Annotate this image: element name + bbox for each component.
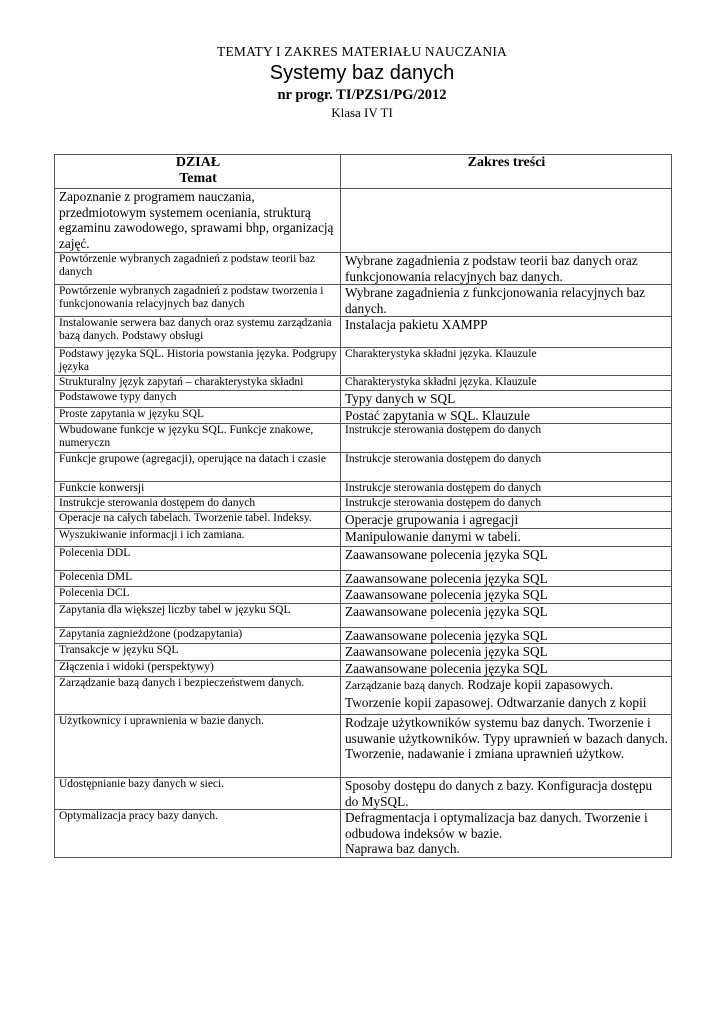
topic-cell: Powtórzenie wybranych zagadnień z podstaw tworzenia i funkcjonowania relacyjnych baz danych	[55, 285, 341, 317]
table-row	[55, 660, 672, 677]
column-header-topic	[55, 155, 341, 189]
topic-cell: Zapoznanie z programem nauczania, przedmiotowym systemem oceniania, strukturą egzaminu zawodowego, sprawami bhp, organizacją zajęć.	[55, 189, 341, 253]
table-row	[55, 424, 672, 453]
class-label: Klasa IV TI	[331, 105, 393, 120]
topic-cell: Zapytania dla większej liczby tabel w języku SQL	[55, 603, 341, 627]
topic-cell: Powtórzenie wybranych zagadnień z podstaw teorii baz danych	[55, 253, 341, 285]
table-row	[55, 453, 672, 482]
topic-cell: Polecenia DDL	[55, 546, 341, 570]
topic-cell: Użytkownicy i uprawnienia w bazie danych.	[55, 715, 341, 778]
table-row	[55, 348, 672, 376]
topic-cell: Zapytania zagnieżdżone (podzapytania)	[55, 627, 341, 644]
scope-cell: Instrukcje sterowania dostępem do danych	[341, 497, 672, 512]
topic-cell: Złączenia i widoki (perspektywy)	[55, 660, 341, 677]
table-row	[55, 528, 672, 546]
table-row	[55, 644, 672, 661]
table-row	[55, 285, 672, 317]
table-row	[55, 317, 672, 348]
scope-cell-text: Defragmentacja i optymalizacja baz danych. Tworzenie i odbudowa indeksów w bazie.	[345, 810, 648, 841]
program-number: nr progr. TI/PZS1/PG/2012	[277, 87, 447, 103]
table-row	[55, 810, 672, 858]
scope-cell: Charakterystyka składni języka. Klauzule	[341, 376, 672, 391]
scope-cell: Wybrane zagadnienia z funkcjonowania relacyjnych baz danych.	[341, 285, 672, 317]
syllabus-table	[54, 154, 672, 858]
topic-cell: Instrukcje sterowania dostępem do danych	[55, 497, 341, 512]
table-row	[55, 603, 672, 627]
table-row	[55, 778, 672, 810]
scope-cell: Zaawansowane polecenia języka SQL	[341, 546, 672, 570]
scope-cell: Zaawansowane polecenia języka SQL	[341, 660, 672, 677]
topic-cell: Zarządzanie bazą danych i bezpieczeństwem danych.	[55, 677, 341, 715]
topic-cell: Polecenia DCL	[55, 587, 341, 604]
table-row	[55, 391, 672, 408]
table-row	[55, 407, 672, 424]
doc-heading: TEMATY I ZAKRES MATERIAŁU NAUCZANIA	[217, 44, 507, 59]
table-row	[55, 715, 672, 778]
scope-cell: Instrukcje sterowania dostępem do danych	[341, 453, 672, 482]
scope-cell-text: Rodzaje kopii zapasowych. Tworzenie kopii zapasowej. Odtwarzanie danych z kopii	[345, 677, 647, 710]
scope-cell: Zaawansowane polecenia języka SQL	[341, 627, 672, 644]
scope-cell: Instalacja pakietu XAMPP	[341, 317, 672, 348]
scope-cell: Manipulowanie danymi w tabeli.	[341, 528, 672, 546]
scope-cell-extra: Naprawa baz danych.	[345, 841, 460, 856]
scope-cell-lead: Zarządzanie bazą danych.	[345, 680, 465, 692]
scope-cell: Wybrane zagadnienia z podstaw teorii baz danych oraz funkcjonowania relacyjnych baz danych.	[341, 253, 672, 285]
scope-cell: Postać zapytania w SQL. Klauzule	[341, 407, 672, 424]
column-header-section: DZIAŁ	[175, 155, 221, 170]
topic-cell: Podstawy języka SQL. Historia powstania języka. Podgrupy języka	[55, 348, 341, 376]
topic-cell: Strukturalny język zapytań – charakterystyka składni	[55, 376, 341, 391]
topic-cell: Podstawowe typy danych	[55, 391, 341, 408]
scope-cell	[341, 810, 672, 858]
table-row	[55, 253, 672, 285]
table-row	[55, 497, 672, 512]
scope-cell: Instrukcje sterowania dostępem do danych	[341, 424, 672, 453]
table-row	[55, 512, 672, 529]
scope-cell: Operacje grupowania i agregacji	[341, 512, 672, 529]
topic-cell: Polecenia DML	[55, 570, 341, 587]
scope-cell	[341, 677, 672, 715]
table-row	[55, 587, 672, 604]
topic-cell: Proste zapytania w języku SQL	[55, 407, 341, 424]
topic-cell: Wyszukiwanie informacji i ich zamiana.	[55, 528, 341, 546]
scope-cell: Zaawansowane polecenia języka SQL	[341, 644, 672, 661]
scope-cell: Zaawansowane polecenia języka SQL	[341, 570, 672, 587]
scope-cell: Typy danych w SQL	[341, 391, 672, 408]
table-row	[55, 677, 672, 715]
column-header-topic-label: Temat	[179, 171, 217, 186]
topic-cell: Wbudowane funkcje w języku SQL. Funkcje znakowe, numeryczn	[55, 424, 341, 453]
topic-cell: Funkcje grupowe (agregacji), operujące na datach i czasie	[55, 453, 341, 482]
scope-cell: Zaawansowane polecenia języka SQL	[341, 587, 672, 604]
table-row	[55, 627, 672, 644]
table-row	[55, 189, 672, 253]
scope-cell: Zaawansowane polecenia języka SQL	[341, 603, 672, 627]
table-row	[55, 482, 672, 497]
table-row	[55, 546, 672, 570]
scope-cell: Instrukcje sterowania dostępem do danych	[341, 482, 672, 497]
table-row	[55, 570, 672, 587]
table-row	[55, 376, 672, 391]
column-header-scope: Zakres treści	[341, 155, 672, 189]
table-header-row	[55, 155, 672, 189]
topic-cell: Instalowanie serwera baz danych oraz systemu zarządzania bazą danych. Podstawy obsługi	[55, 317, 341, 348]
scope-cell: Sposoby dostępu do danych z bazy. Konfiguracja dostępu do MySQL.	[341, 778, 672, 810]
topic-cell: Funkcie konwersji	[55, 482, 341, 497]
topic-cell: Operacje na całych tabelach. Tworzenie tabel. Indeksy.	[55, 512, 341, 529]
scope-cell: Charakterystyka składni języka. Klauzule	[341, 348, 672, 376]
subject-title: Systemy baz danych	[269, 62, 455, 84]
topic-cell: Transakcje w języku SQL	[55, 644, 341, 661]
topic-cell: Optymalizacja pracy bazy danych.	[55, 810, 341, 858]
topic-cell: Udostępnianie bazy danych w sieci.	[55, 778, 341, 810]
scope-cell: Rodzaje użytkowników systemu baz danych. Tworzenie i usuwanie użytkowników. Typy uprawnień w bazach danych. Tworzenie, nadawanie i zmiana uprawnień użytkow.	[341, 715, 672, 778]
scope-cell	[341, 189, 672, 253]
